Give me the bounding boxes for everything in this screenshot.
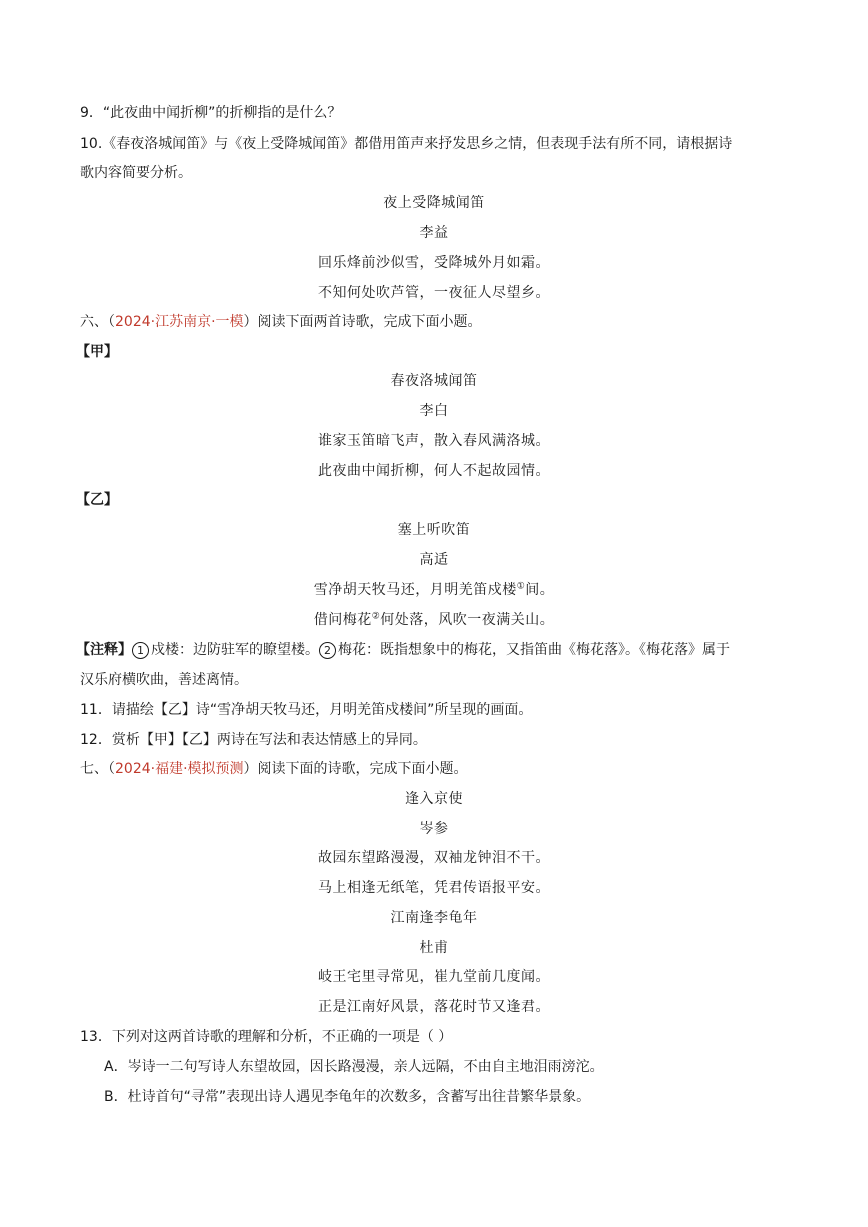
poem-author: 岑参 — [419, 821, 449, 837]
poem-title: 逢入京使 — [405, 791, 463, 807]
poem-line: 马上相逢无纸笔，凭君传语报平安。 — [318, 880, 550, 896]
footnote-marker: ① — [516, 581, 526, 592]
section-source: 2024·福建·模拟预测 — [115, 761, 244, 777]
poem-line: 故园东望路漫漫，双袖龙钟泪不干。 — [318, 850, 550, 866]
section-7-heading — [80, 759, 468, 779]
question-10-line2: 歌内容简要分析。 — [80, 165, 192, 181]
poem-line: 此夜曲中闻折柳，何人不起故园情。 — [318, 463, 550, 479]
poem-author: 杜甫 — [419, 940, 449, 956]
poem-author: 高适 — [419, 552, 449, 568]
label-jia: 【甲】 — [76, 344, 118, 360]
section-6-heading — [80, 312, 482, 332]
circled-number: 2 — [319, 642, 336, 659]
poem-title: 江南逢李龟年 — [390, 910, 478, 926]
poem-line: 岐王宅里寻常见，崔九堂前几度闻。 — [318, 969, 550, 985]
section-prefix: 六、（ — [80, 314, 115, 330]
option-b: B．杜诗首句“寻常”表现出诗人遇见李龟年的次数多，含蓄写出往昔繁华景象。 — [104, 1089, 591, 1105]
poem-text: 间。 — [525, 582, 555, 598]
poem-line: 谁家玉笛暗飞声，散入春风满洛城。 — [318, 433, 550, 449]
poem-author: 李益 — [419, 225, 449, 241]
question-13: 13．下列对这两首诗歌的理解和分析，不正确的一项是（ ） — [80, 1029, 453, 1045]
poem-text: 何处落，风吹一夜满关山。 — [380, 612, 555, 628]
poem-line — [0, 580, 868, 600]
poem-author: 李白 — [419, 403, 449, 419]
section-suffix: ）阅读下面的诗歌，完成下面小题。 — [243, 761, 468, 777]
question-11: 11．请描绘【乙】诗“雪净胡天牧马还，月明羌笛戍楼间”所呈现的画面。 — [80, 702, 533, 718]
label-yi: 【乙】 — [76, 492, 118, 508]
annotation-text: 戍楼：边防驻军的瞭望楼。 — [151, 642, 319, 658]
poem-line: 回乐烽前沙似雪，受降城外月如霜。 — [318, 255, 550, 271]
question-9: 9．“此夜曲中闻折柳”的折柳指的是什么？ — [80, 105, 342, 121]
poem-title: 夜上受降城闻笛 — [383, 195, 485, 211]
footnote-marker: ② — [371, 611, 381, 622]
poem-text: 借问梅花 — [313, 612, 372, 628]
question-12: 12．赏析【甲】【乙】两诗在写法和表达情感上的异同。 — [80, 732, 427, 748]
section-prefix: 七、（ — [80, 761, 115, 777]
poem-line: 正是江南好风景，落花时节又逢君。 — [318, 999, 550, 1015]
poem-line — [0, 610, 868, 630]
annotation-line1 — [76, 640, 730, 660]
section-suffix: ）阅读下面两首诗歌，完成下面小题。 — [243, 314, 482, 330]
annotation-text: 梅花：既指想象中的梅花，又指笛曲《梅花落》。《梅花落》属于 — [338, 642, 730, 658]
option-a: A．岑诗一二句写诗人东望故园，因长路漫漫，亲人远隔，不由自主地泪雨滂沱。 — [104, 1059, 604, 1075]
poem-text: 雪净胡天牧马还，月明羌笛戍楼 — [313, 582, 517, 598]
poem-line: 不知何处吹芦管，一夜征人尽望乡。 — [318, 285, 550, 301]
poem-title: 塞上听吹笛 — [397, 522, 471, 538]
question-10-line1: 10.《春夜洛城闻笛》与《夜上受降城闻笛》都借用笛声来抒发思乡之情，但表现手法有所不同，请根据诗 — [80, 136, 733, 152]
annotation-label: 【注释】 — [76, 642, 132, 658]
section-source: 2024·江苏南京·一模 — [115, 314, 244, 330]
circled-number: 1 — [132, 642, 149, 659]
poem-title: 春夜洛城闻笛 — [390, 373, 478, 389]
annotation-line2: 汉乐府横吹曲，善述离情。 — [80, 672, 248, 688]
